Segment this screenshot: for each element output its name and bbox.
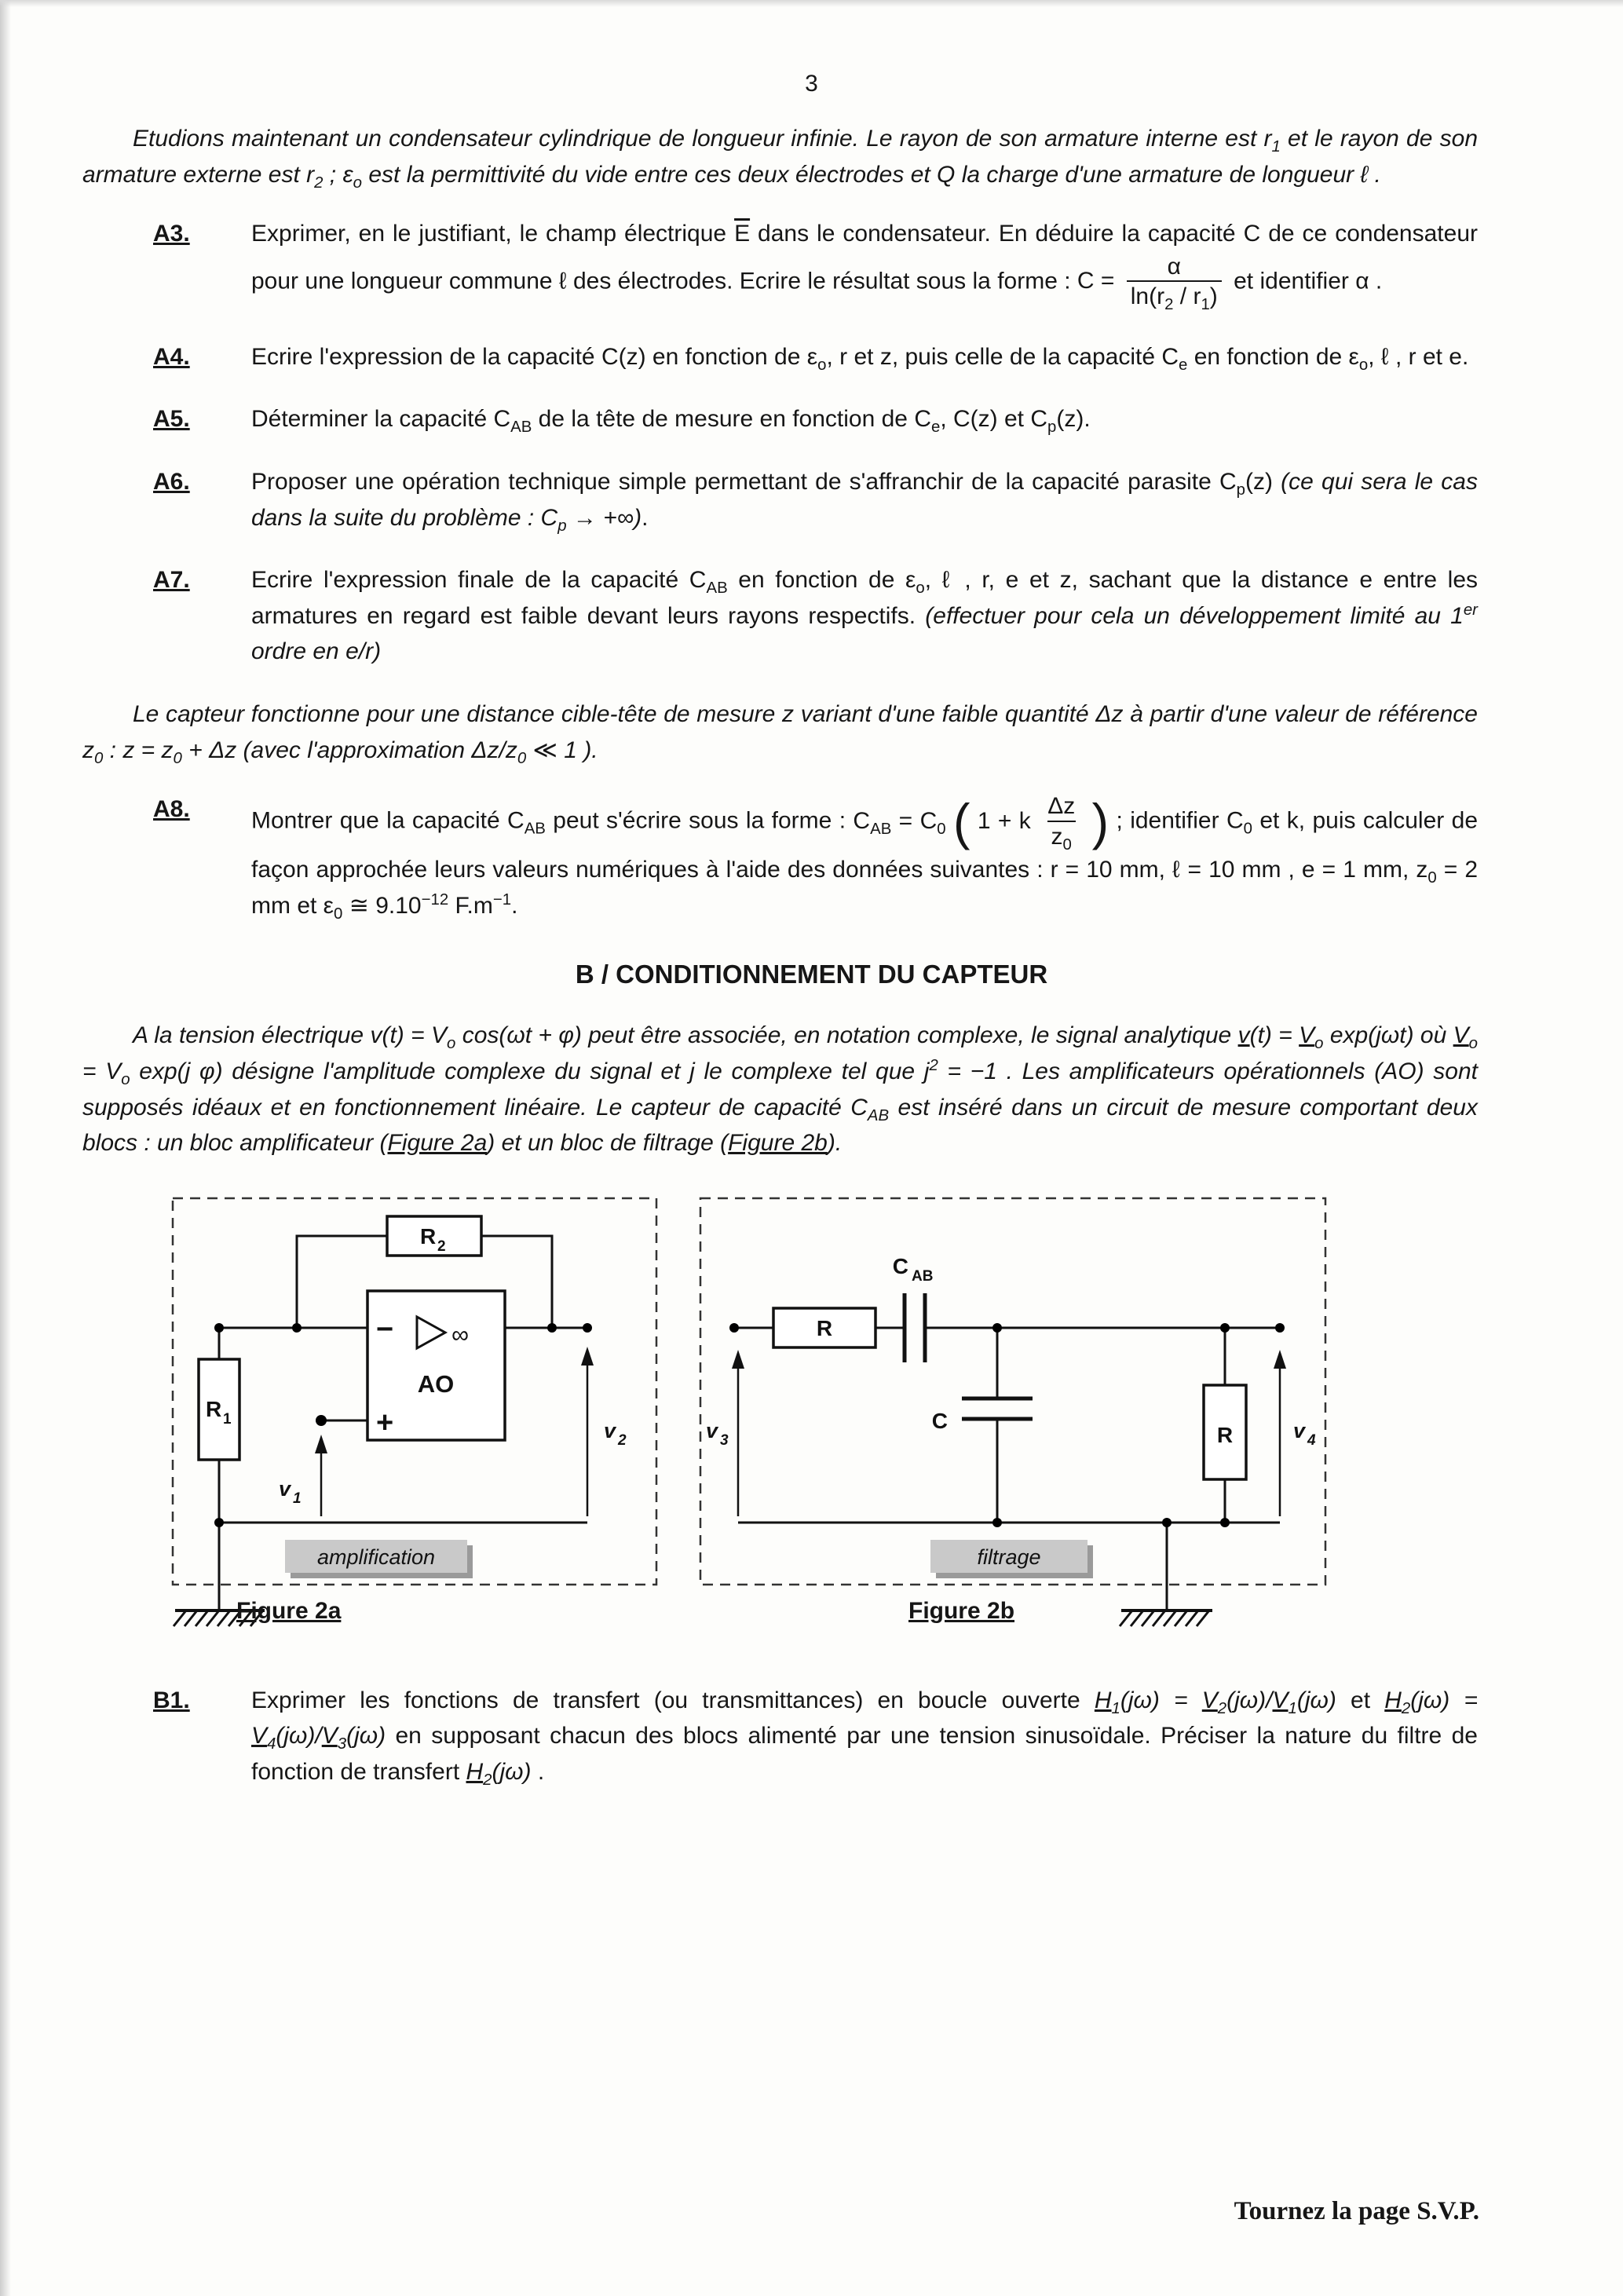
resistor-r1-label: R [206,1396,222,1421]
opamp-minus-input: − [376,1312,394,1346]
resistor-r2-label: R [420,1223,437,1249]
v2-sub: 2 [618,1431,627,1449]
op-amp [367,1291,505,1440]
question-b1 [153,1683,1478,1790]
question-a8-body: Montrer que la capacité $C_{AB}$ peut s'écrire sous la forme : $C_{AB} = C_0$ ( 1 + k $\frac{\Delta z}{z_0}$ ) ; identifier $C_0$ et k, puis calculer de façon approchée leurs valeurs numériques à l'aide des données suivantes : r = 10 mm, ℓ = 10 mm , e = 1 mm, $z_0 = 2$ mm et $\varepsilon_0$ ≅ $9.10^{-12}$ $F.m^{-1}$. [251,793,1479,923]
section-b-heading: B / CONDITIONNEMENT DU CAPTEUR [575,960,1048,989]
ground-symbol-2b [1120,1610,1212,1626]
resistor-r-series [773,1308,875,1347]
question-a6-body: Proposer une opération technique simple permettant de s'affranchir de la capacité parasite $C_p(z)$ (ce qui sera le cas dans la suite du problème : $C_p$ → +∞). [251,468,1478,535]
question-b1-label: B1. [153,1687,190,1713]
question-a3 [153,216,1478,313]
opamp-plus-input: + [376,1406,394,1439]
section-b-intro: A la tension électrique $v(t) = V_o$ cos(ωt + φ) peut être associée, en notation complexe, le signal analytique $v(t) = V_o$ exp(jωt) où $V_o = V_o$ exp(j φ) désigne l'amplitude complexe du signal et j le complexe tel que $j^2 = -1$ . Les amplificateurs opérationnels (AO) sont supposés idéaux et en fonctionnement linéaire. Le capteur de capacité $C_{AB}$ est inséré dans un circuit de mesure comportant deux blocs : un bloc amplificateur (Figure 2a) et un bloc de filtrage (Figure 2b). [82,1022,1478,1157]
figure-2b-caption: Figure 2b [908,1597,1015,1624]
figures-row [167,1193,1623,1639]
question-a7-body: Ecrire l'expression finale de la capacité $C_{AB}$ en fonction de $\varepsilon_o$, ℓ , r, e et z, sachant que la distance e entre les armatures en regard est faible devant leurs rayons respectifs. (effectuer pour cela un développement limité au 1er ordre en e/r) [251,567,1479,665]
v2-label: v [604,1418,616,1442]
footer-note: Tournez la page S.V.P. [1234,2197,1479,2225]
capacitor-cab [893,1254,934,1362]
scan-edge-artifact [0,0,11,2296]
v3-sub: 3 [720,1431,729,1449]
filtrage-label [930,1540,1093,1578]
question-a8-label: A8. [153,796,190,823]
v1-voltage-arrow [279,1435,327,1516]
question-a4-label: A4. [153,343,190,370]
question-a4-body: Ecrire l'expression de la capacité C(z) en fonction de $\varepsilon_o$, r et z, puis celle de la capacité $C_e$ en fonction de $\varepsilon_o$, ℓ , r et e. [251,343,1469,374]
v4-sub: 4 [1307,1431,1316,1449]
question-a7 [153,562,1478,670]
v1-label: v [279,1476,291,1501]
v4-voltage-arrow [1274,1350,1316,1516]
scan-top-artifact [0,0,1623,7]
question-a6 [153,464,1478,536]
filtrage-text: filtrage [977,1545,1041,1569]
capacitor-c-label: C [931,1408,948,1433]
amplification-text: amplification [316,1545,436,1569]
question-a7-label: A7. [153,567,190,594]
opamp-name: AO [417,1369,455,1398]
resistor-r2-sub: 2 [437,1238,446,1255]
v3-voltage-arrow [706,1350,744,1516]
question-a3-label: A3. [153,221,190,247]
question-a5-body: Déterminer la capacité $C_{AB}$ de la tête de mesure en fonction de $C_e$, C(z) et $C_p(z)$. [251,406,1091,437]
figure-2a-circuit [167,1193,662,1639]
figure-2a-caption: Figure 2a [236,1597,342,1624]
page-number: 3 [805,71,818,97]
figure-2b-circuit [695,1193,1331,1639]
capacitor-cab-label: C [892,1253,908,1278]
question-a4 [153,339,1478,375]
intro-paragraph: Etudions maintenant un condensateur cylindrique de longueur infinie. Le rayon de son armature interne est $r_1$ et le rayon de son armature externe est $r_2$ ; $\varepsilon_o$ est la permittivité du vide entre ces deux électrodes et Q la charge d'une armature de longueur ℓ . [82,126,1478,192]
interlude-paragraph: Le capteur fonctionne pour une distance cible-tête de mesure z variant d'une faible quantité Δz à partir d'une valeur de référence $z_0$ : $z = z_0 + \Delta z$ (avec l'approximation $\Delta z/z_0$ ≪ 1 ). [82,700,1478,767]
resistor-r2 [387,1216,481,1256]
resistor-r-shunt [1204,1385,1246,1479]
question-a8 [153,792,1478,923]
question-a6-label: A6. [153,468,190,495]
resistor-r1-sub: 1 [223,1410,232,1428]
resistor-r-shunt-label: R [1216,1422,1234,1447]
fig2b-junction-dots [729,1323,1285,1527]
amplification-label [285,1540,473,1578]
infinity-symbol: ∞ [451,1320,470,1348]
question-a5-label: A5. [153,406,190,433]
question-a3-body: Exprimer, en le justifiant, le champ électrique $\overline{E}$ dans le condensateur. En déduire la capacité C de ce condensateur pour une longueur commune ℓ des électrodes. Ecrire le résultat sous la forme : C = $\frac{\alpha}{\ln(r_2 / r_1)}$ et identifier α . [251,221,1478,314]
v2-voltage-arrow [581,1347,627,1516]
v1-sub: 1 [293,1490,302,1507]
capacitor-c [932,1398,1033,1433]
v4-label: v [1293,1418,1306,1442]
question-a5 [153,401,1478,437]
question-b1-body: Exprimer les fonctions de transfert (ou transmittances) en boucle ouverte $H_1(j\omega) = V_2(j\omega)/V_1(j\omega)$ et $H_2(j\omega) = V_4(j\omega)/V_3(j\omega)$ en supposant chacun des blocs alimenté par une tension sinusoïdale. Préciser la nature du filtre de fonction de transfert $H_2(j\omega)$ . [251,1687,1478,1789]
capacitor-cab-sub: AB [912,1267,934,1285]
v3-label: v [706,1418,718,1442]
resistor-r1 [199,1359,239,1460]
resistor-r-series-label: R [816,1315,833,1340]
